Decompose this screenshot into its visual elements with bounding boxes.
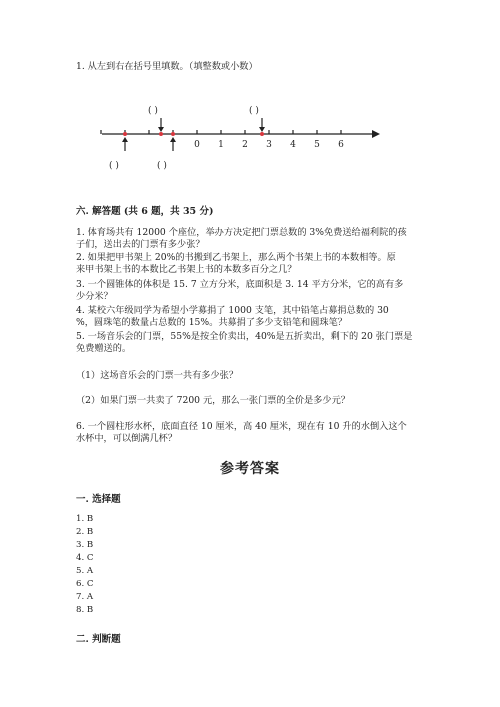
blank-bottom-right: ( ) (157, 161, 167, 171)
problem-line: 3. 一个圆锥体的体积是 15. 7 立方分米，底面积是 3. 14 平方分米，它的高有多 (76, 279, 404, 290)
arrow-up-icon (170, 137, 176, 151)
tick-label: 3 (266, 140, 272, 150)
problem-6-line: 6. 一个圆柱形水杯，底面直径 10 厘米，高 40 厘米，现在有 10 升的水倒入这个 (76, 421, 407, 432)
blank-top-right: ( ) (249, 106, 259, 116)
sub-question-2: （2）如果门票一共卖了 7200 元，那么一张门票的全价是多少元？ (76, 395, 350, 406)
answers-section-2-heading: 二. 判断题 (76, 634, 121, 645)
answer-item: 7. A (76, 592, 94, 602)
red-marker (123, 132, 127, 136)
answers-title: 参考答案 (220, 461, 280, 477)
number-line (96, 100, 386, 175)
problem-line: 1. 体育场共有 12000 个座位，举办方决定把门票总数的 3%免费送给福利院的孩 (76, 227, 407, 238)
problem-line: 5. 一场音乐会的门票，55%是按全价卖出，40%是五折卖出，剩下的 20 张门票是 (76, 331, 413, 342)
number-line-ticks (96, 130, 341, 134)
tick-label: 0 (194, 140, 200, 150)
problem-line: 2. 如果把甲书架上 20%的书搬到乙书架上，那么两个书架上书的本数相等。原 (76, 252, 396, 263)
blank-top-left: ( ) (148, 106, 158, 116)
problem-line: 少分米？ (76, 291, 113, 302)
tick-label: 1 (218, 140, 224, 150)
answer-item: 4. C (76, 553, 94, 563)
problem-line: 免费赠送的。 (76, 343, 132, 354)
blank-bottom-left: ( ) (109, 161, 119, 171)
tick-label: 5 (314, 140, 320, 150)
answer-item: 3. B (76, 540, 94, 550)
arrow-up-icon (122, 137, 128, 151)
section-6-heading: 六. 解答题 (共 6 题，共 35 分) (76, 206, 214, 217)
number-line-arrow-icon (372, 130, 380, 138)
tick-label: 2 (242, 140, 248, 150)
red-marker (159, 132, 163, 136)
problem-line: 4. 某校六年级同学为希望小学募捐了 1000 支笔，其中铅笔占募捐总数的 30 (76, 305, 389, 316)
red-marker (171, 132, 175, 136)
sub-question-1: （1）这场音乐会的门票一共有多少张？ (76, 370, 239, 381)
problem-6-line: 水杯中，可以倒满几杯？ (76, 433, 178, 444)
answers-section-1-heading: 一. 选择题 (76, 494, 121, 505)
problem-line: %，圆珠笔的数量占总数的 15%。共募捐了多少支铅笔和圆珠笔？ (76, 317, 347, 328)
problem-line: 子们，送出去的门票有多少张？ (76, 239, 205, 250)
question-1: 1. 从左到右在括号里填数。（填整数或小数） (76, 61, 258, 72)
answer-item: 2. B (76, 527, 94, 537)
problem-line: 来甲书架上书的本数比乙书架上书的本数多百分之几？ (76, 264, 297, 275)
arrow-down-icon (259, 118, 265, 132)
answer-item: 8. B (76, 605, 94, 615)
answer-item: 1. B (76, 514, 94, 524)
arrow-down-icon (158, 118, 164, 132)
number-line-labels (194, 140, 344, 150)
tick-label: 6 (338, 140, 344, 150)
red-marker (260, 132, 264, 136)
answer-item: 6. C (76, 579, 94, 589)
tick-label: 4 (290, 140, 296, 150)
answer-item: 5. A (76, 566, 94, 576)
